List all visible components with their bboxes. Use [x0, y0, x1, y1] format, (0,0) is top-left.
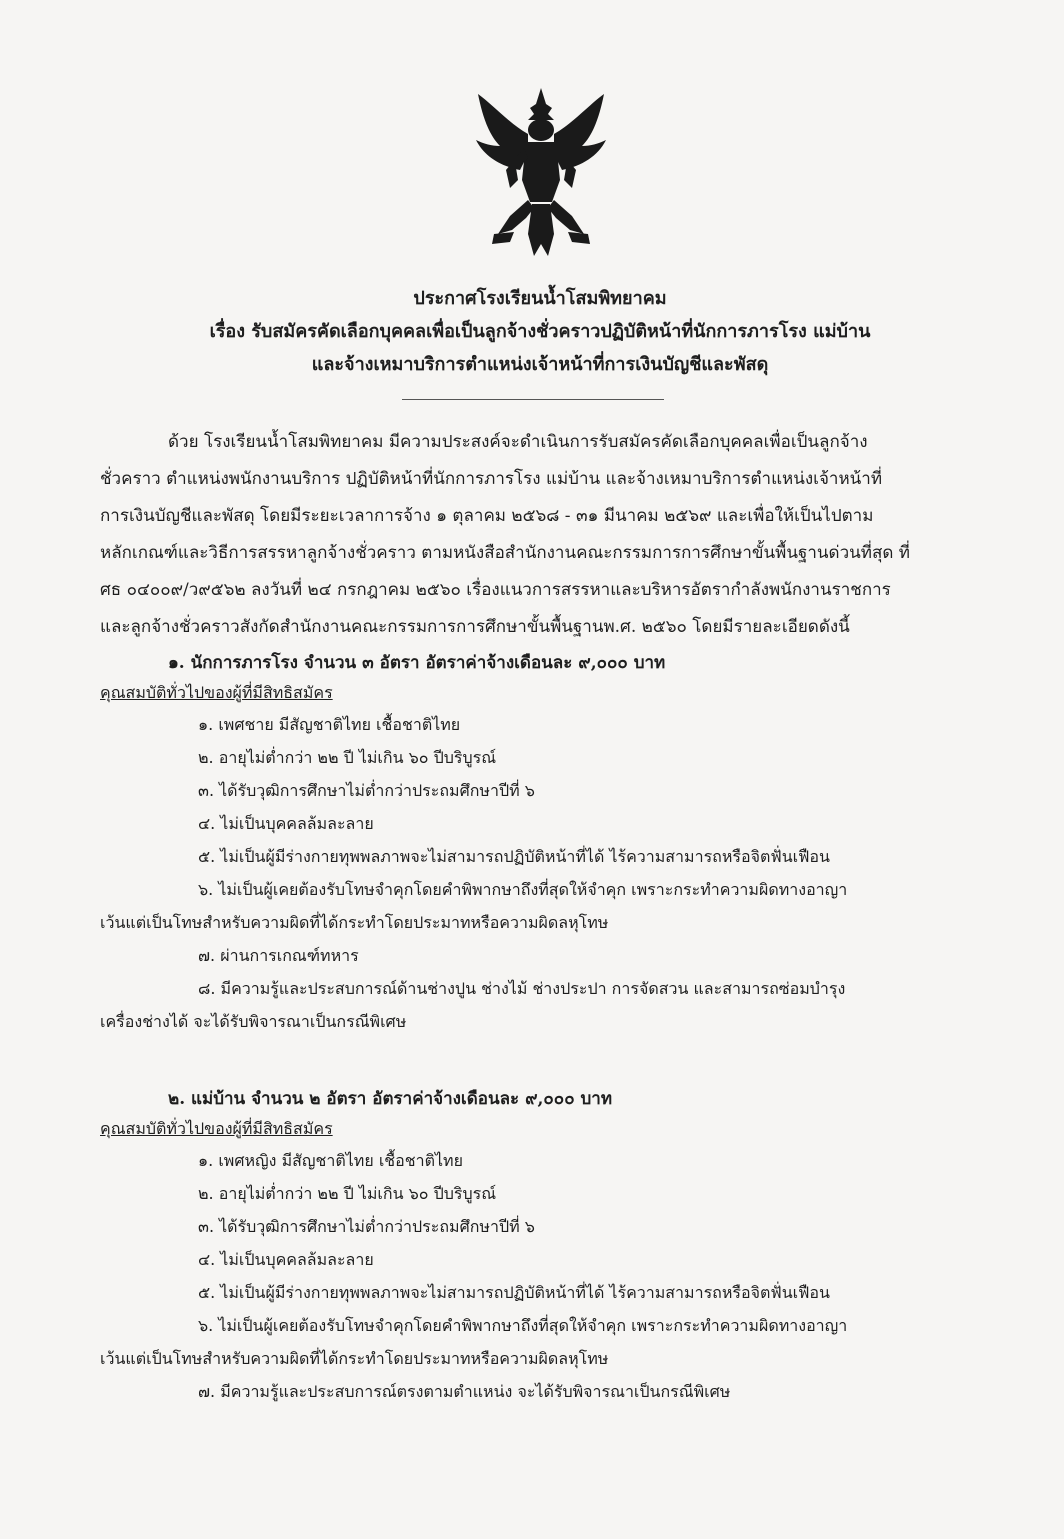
section-heading: ๑. นักการภารโรง จำนวน ๓ อัตรา อัตราค่าจ้างเดือนละ ๙,๐๐๐ บาท: [168, 653, 666, 673]
list-item: ๕. ไม่เป็นผู้มีร่างกายทุพพลภาพจะไม่สามารถปฏิบัติหน้าที่ได้ ไร้ความสามารถหรือจิตฟั่นเฟือน: [198, 847, 830, 866]
list-item: ๖. ไม่เป็นผู้เคยต้องรับโทษจำคุกโดยคำพิพากษาถึงที่สุดให้จำคุก เพราะกระทำความผิดทางอาญา เว้นแต่เป็นโทษสำหรับความผิดที่ได้กระทำโดยประมาทหรือความผิดลหุโทษ: [100, 1316, 848, 1368]
list-item: ๗. ผ่านการเกณฑ์ทหาร: [198, 946, 359, 965]
list-item: ๘. มีความรู้และประสบการณ์ด้านช่างปูน ช่างไม้ ช่างประปา การจัดสวน และสามารถซ่อมบำรุง เครื่องช่างได้ จะได้รับพิจารณาเป็นกรณีพิเศษ: [100, 979, 846, 1031]
subject-line-1: เรื่อง รับสมัครคัดเลือกบุคคลเพื่อเป็นลูกจ้างชั่วคราวปฏิบัติหน้าที่นักการภารโรง แม่บ้าน: [209, 321, 871, 342]
intro-paragraph: [100, 424, 980, 646]
list-item: ๓. ได้รับวุฒิการศึกษาไม่ต่ำกว่าประถมศึกษาปีที่ ๖: [198, 781, 535, 800]
intro-line: ชั่วคราว ตำแหน่งพนักงานบริการ ปฏิบัติหน้าที่นักการภารโรง แม่บ้าน และจ้างเหมาบริการตำแหน่งเจ้าหน้าที่: [100, 469, 883, 489]
org-title: ประกาศโรงเรียนน้ำโสมพิทยาคม: [413, 288, 667, 309]
list-item: ๗. มีความรู้และประสบการณ์ตรงตามตำแหน่ง จะได้รับพิจารณาเป็นกรณีพิเศษ: [198, 1382, 731, 1401]
list-item: ๔. ไม่เป็นบุคคลล้มละลาย: [198, 814, 374, 833]
list-item: ๑. เพศชาย มีสัญชาติไทย เชื้อชาติไทย: [198, 715, 461, 734]
intro-line: การเงินบัญชีและพัสดุ โดยมีระยะเวลาการจ้าง ๑ ตุลาคม ๒๕๖๘ - ๓๑ มีนาคม ๒๕๖๙ และเพื่อให้เป็นไปตาม: [100, 506, 874, 526]
qualification-list: [100, 1144, 980, 1408]
list-item: ๒. อายุไม่ต่ำกว่า ๒๒ ปี ไม่เกิน ๖๐ ปีบริบูรณ์: [198, 1184, 497, 1203]
intro-line: หลักเกณฑ์และวิธีการสรรหาลูกจ้างชั่วคราว ตามหนังสือสำนักงานคณะกรรมการการศึกษาขั้นพื้นฐานด่วนที่สุด ที่: [100, 543, 910, 563]
qualification-list: [100, 708, 980, 1038]
list-item: ๔. ไม่เป็นบุคคลล้มละลาย: [198, 1250, 374, 1269]
list-item: ๓. ได้รับวุฒิการศึกษาไม่ต่ำกว่าประถมศึกษาปีที่ ๖: [198, 1217, 535, 1236]
qualification-label: คุณสมบัติทั่วไปของผู้ที่มีสิทธิสมัคร: [100, 1119, 333, 1138]
section-housekeeper: [100, 1084, 980, 1408]
section-heading: ๒. แม่บ้าน จำนวน ๒ อัตรา อัตราค่าจ้างเดือนละ ๙,๐๐๐ บาท: [168, 1089, 613, 1109]
intro-line: ศธ ๐๔๐๐๙/ว๙๕๖๒ ลงวันที่ ๒๔ กรกฎาคม ๒๕๖๐ เรื่องแนวการสรรหาและบริหารอัตรากำลังพนักงานราชการ: [100, 580, 891, 600]
garuda-emblem-icon: [470, 84, 612, 262]
intro-line: ด้วย โรงเรียนน้ำโสมพิทยาคม มีความประสงค์จะดำเนินการรับสมัครคัดเลือกบุคคลเพื่อเป็นลูกจ้าง: [168, 432, 868, 452]
section-janitor: [100, 648, 980, 1038]
list-item: ๒. อายุไม่ต่ำกว่า ๒๒ ปี ไม่เกิน ๖๐ ปีบริบูรณ์: [198, 748, 497, 767]
intro-line: และลูกจ้างชั่วคราวสังกัดสำนักงานคณะกรรมการการศึกษาขั้นพื้นฐานพ.ศ. ๒๕๖๐ โดยมีรายละเอียดดังนี้: [100, 617, 850, 637]
announcement-title-block: [40, 282, 1040, 381]
qualification-label: คุณสมบัติทั่วไปของผู้ที่มีสิทธิสมัคร: [100, 683, 333, 702]
subject-line-2: และจ้างเหมาบริการตำแหน่งเจ้าหน้าที่การเงินบัญชีและพัสดุ: [311, 354, 769, 375]
list-item: ๖. ไม่เป็นผู้เคยต้องรับโทษจำคุกโดยคำพิพากษาถึงที่สุดให้จำคุก เพราะกระทำความผิดทางอาญา เว้นแต่เป็นโทษสำหรับความผิดที่ได้กระทำโดยประมาทหรือความผิดลหุโทษ: [100, 880, 848, 932]
title-divider: [402, 399, 664, 400]
list-item: ๕. ไม่เป็นผู้มีร่างกายทุพพลภาพจะไม่สามารถปฏิบัติหน้าที่ได้ ไร้ความสามารถหรือจิตฟั่นเฟือน: [198, 1283, 830, 1302]
list-item: ๑. เพศหญิง มีสัญชาติไทย เชื้อชาติไทย: [198, 1151, 463, 1170]
